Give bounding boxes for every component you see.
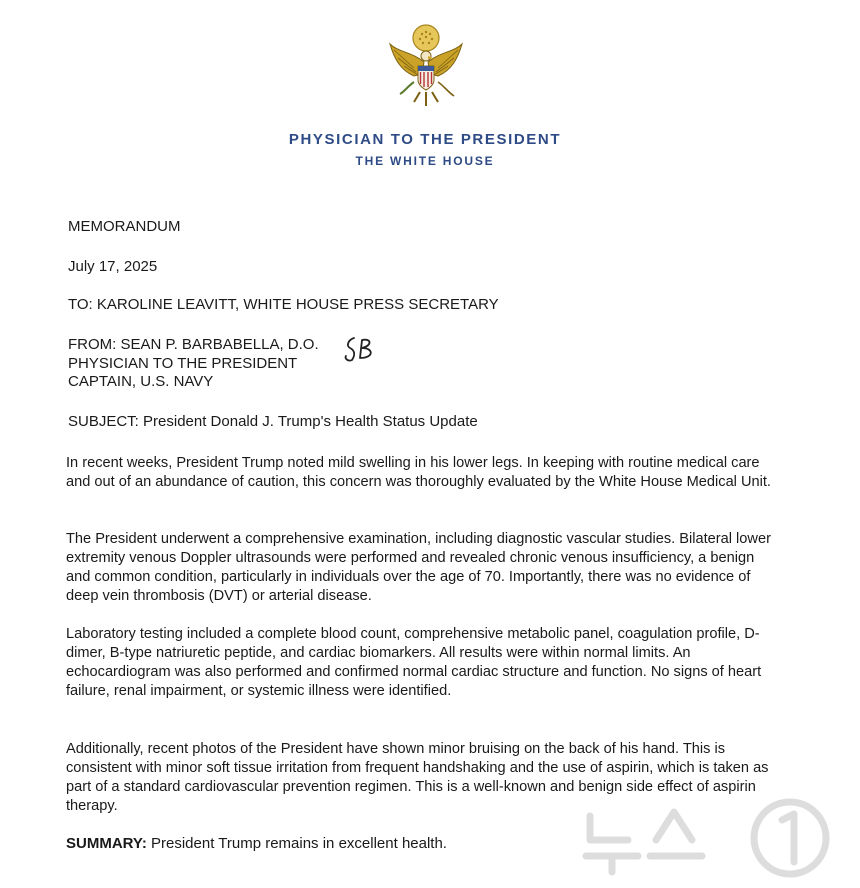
letterhead-title: PHYSICIAN TO THE PRESIDENT <box>288 131 562 148</box>
memo-from: FROM: SEAN P. BARBABELLA, D.O. <box>68 336 319 353</box>
memo-from-title: PHYSICIAN TO THE PRESIDENT <box>68 355 298 372</box>
memo-from-rank: CAPTAIN, U.S. NAVY <box>68 373 214 390</box>
body-paragraph-vascular: The President underwent a comprehensive examination, including diagnostic vascular studies. Bilateral lower extremity venous Doppler ultrasounds were performed and revealed chronic venous insufficiency, a benign and common condition, particularly in individuals over the age of 70. Importantly, there was no evidence of deep vein thrombosis (DVT) or arterial disease. <box>66 531 771 604</box>
summary-label: SUMMARY: <box>66 835 147 852</box>
memo-to: TO: KAROLINE LEAVITT, WHITE HOUSE PRESS SECRETARY <box>68 296 499 313</box>
signature-initials <box>340 334 384 364</box>
memo-subject: SUBJECT: President Donald J. Trump's Health Status Update <box>68 413 478 430</box>
memo-date: July 17, 2025 <box>68 258 158 275</box>
body-paragraph-bruising: Additionally, recent photos of the President have shown minor bruising on the back of his hand. This is consistent with minor soft tissue irritation from frequent handshaking and the use of aspirin, which is taken as part of a standard cardiovascular prevention regimen. This is a well-known and benign side effect of aspirin therapy. <box>66 741 769 814</box>
summary-line <box>66 835 447 853</box>
memo-type: MEMORANDUM <box>68 218 181 235</box>
letterhead-subtitle: THE WHITE HOUSE <box>355 154 495 168</box>
presidential-seal-icon <box>384 22 468 110</box>
body-paragraph-laboratory: Laboratory testing included a complete blood count, comprehensive metabolic panel, coagulation profile, D-dimer, B-type natriuretic peptide, and cardiac biomarkers. All results were within normal limits. An echocardiogram was also performed and confirmed normal cardiac structure and function. No signs of heart failure, renal impairment, or systemic illness were identified. <box>66 626 762 699</box>
summary-text: President Trump remains in excellent health. <box>146 835 447 852</box>
news1-watermark <box>578 796 848 878</box>
body-paragraph-swelling: In recent weeks, President Trump noted mild swelling in his lower legs. In keeping with routine medical care and out of an abundance of caution, this concern was thoroughly evaluated by the White House Medical Unit. <box>66 455 771 490</box>
